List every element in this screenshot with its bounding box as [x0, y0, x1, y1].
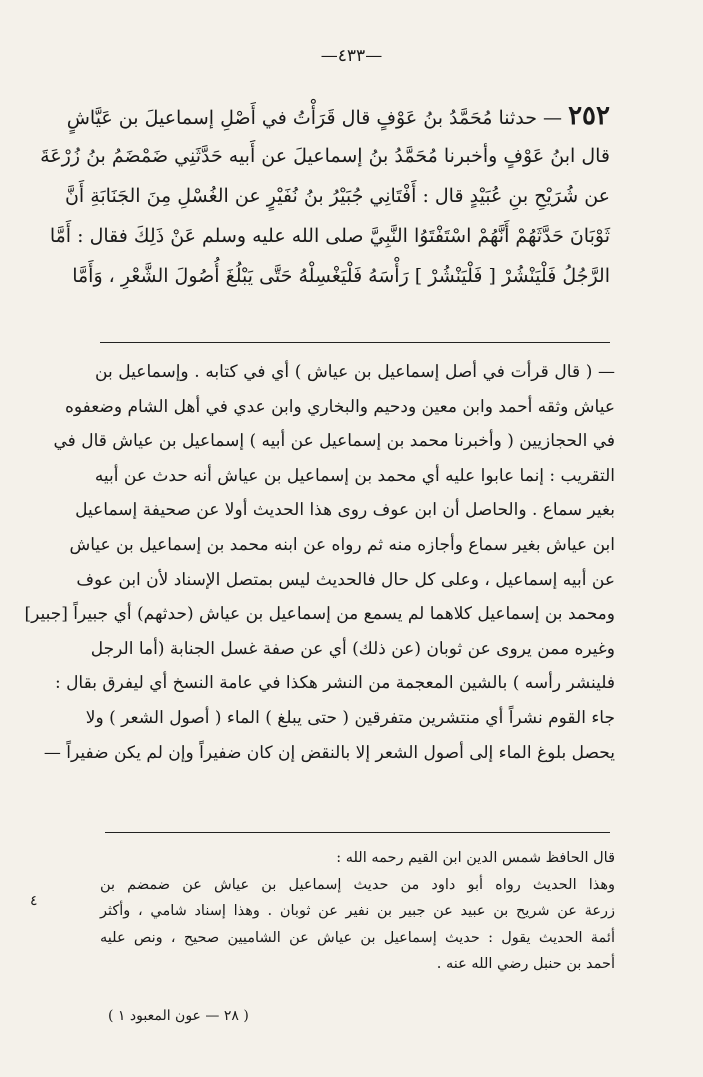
hadith-line: ثَوْبَانَ حَدَّثَهُمْ أَنَّهُمْ اسْتَفْتَوُا النَّبِيَّ صلى الله عليه وسلم عَنْ ذَلِكَ فقال : أَمَّا: [49, 225, 610, 247]
footnote-divider: [105, 832, 610, 833]
commentary-line: فلينشر رأسه ) بالشين المعجمة من النشر هكذا في عامة النسخ أي ليفرق بقال :: [54, 673, 615, 694]
hadith-line: قال ابنُ عَوْفٍ وأخبرنا مُحَمَّدُ بنُ إسماعيلَ عن أَبيه حَدَّثَنِي ضَمْضَمُ بنُ زُرْعَةَ: [40, 145, 610, 167]
hadith-line: الرَّجُلُ فَلْيَنْشُرْ [ فَلْيَنْشُرْ ] رَأْسَهُ فَلْيَغْسِلْهُ حَتَّى يَبْلُغَ أُصُولَ الشَّعْرِ ، وَأَمَّا: [72, 265, 610, 287]
footnote-line: قال الحافظ شمس الدين ابن القيم رحمه الله :: [336, 850, 615, 866]
footnote-text: [100, 845, 615, 978]
commentary-line: عن أبيه إسماعيل ، وعلى كل حال فالحديث ليس بمتصل الإسناد لأن ابن عوف: [76, 569, 615, 590]
footnote-line: زرعة عن شريح بن عبيد عن جبير بن نفير عن ثوبان . وهذا إسناد شامي ، وأكثر: [100, 903, 615, 919]
hadith-line: عن شُرَيْحِ بنِ عُبَيْدٍ قال : أَفْتَانِي جُبَيْرُ بنُ نُفَيْرٍ عن الغُسْلِ مِنَ الجَنَابَةِ أَنَّ: [64, 185, 610, 207]
commentary-text: [24, 355, 615, 770]
commentary-line: ابن عياش بغير سماع وأجازه منه ثم رواه عن ابنه محمد بن إسماعيل بن عياش: [69, 534, 615, 555]
commentary-line: التقريب : إنما عابوا عليه أي محمد بن إسماعيل بن عياش أنه حدث عن أبيه: [94, 465, 615, 486]
commentary-line: — ( قال قرأت في أصل إسماعيل بن عياش ) أي في كتابه . وإسماعيل بن: [95, 362, 615, 382]
commentary-line: وغيره ممن يروى عن ثوبان (عن ذلك) أي عن صفة غسل الجنابة (أما الرجل: [90, 638, 615, 659]
section-divider: [100, 342, 610, 343]
commentary-line: يحصل بلوغ الماء إلى أصول الشعر إلا بالنقض إن كان ضفيراً وإن لم يكن ضفيراً —: [43, 742, 615, 763]
margin-mark: ٤: [30, 893, 38, 909]
hadith-line: [66, 96, 610, 136]
footnote-line: أحمد بن حنبل رضي الله عنه .: [436, 956, 615, 972]
page-number: —٤٣٣—: [320, 46, 383, 66]
hadith-text: [40, 96, 610, 296]
footnote-line: وهذا الحديث رواه أبو داود من حديث إسماعيل بن عياش عن ضمضم بن: [100, 876, 615, 893]
signature-mark: ( ٢٨ — عون المعبود ١ ): [108, 1008, 249, 1024]
commentary-line: بغير سماع . والحاصل أن ابن عوف روى هذا الحديث أولا عن صحيفة إسماعيل: [75, 500, 615, 521]
commentary-line: في الحجازيين ( وأخبرنا محمد بن إسماعيل عن أبيه ) إسماعيل بن عياش قال في: [53, 431, 615, 452]
commentary-line: جاء القوم نشراً أي منتشرين متفرقين ( حتى يبلغ ) الماء ( أصول الشعر ) ولا: [85, 707, 615, 728]
commentary-line: ومحمد بن إسماعيل كلاهما لم يسمع من إسماعيل بن عياش (حدثهم) أي جبيراً [جبير]: [24, 604, 615, 625]
footnote-line: أئمة الحديث يقول : حديث إسماعيل بن عياش عن الشاميين صحيح ، ونص عليه: [100, 929, 615, 946]
commentary-line: عياش وثقه أحمد وابن معين ودحيم والبخاري وابن عدي في أهل الشام وضعفوه: [64, 396, 615, 417]
hadith-line-text: — حدثنا مُحَمَّدُ بنُ عَوْفٍ قال قَرَأْتُ في أَصْلِ إسماعيلَ بن عَيَّاشٍ: [66, 107, 563, 129]
hadith-number: ٢٥٢: [568, 101, 610, 131]
